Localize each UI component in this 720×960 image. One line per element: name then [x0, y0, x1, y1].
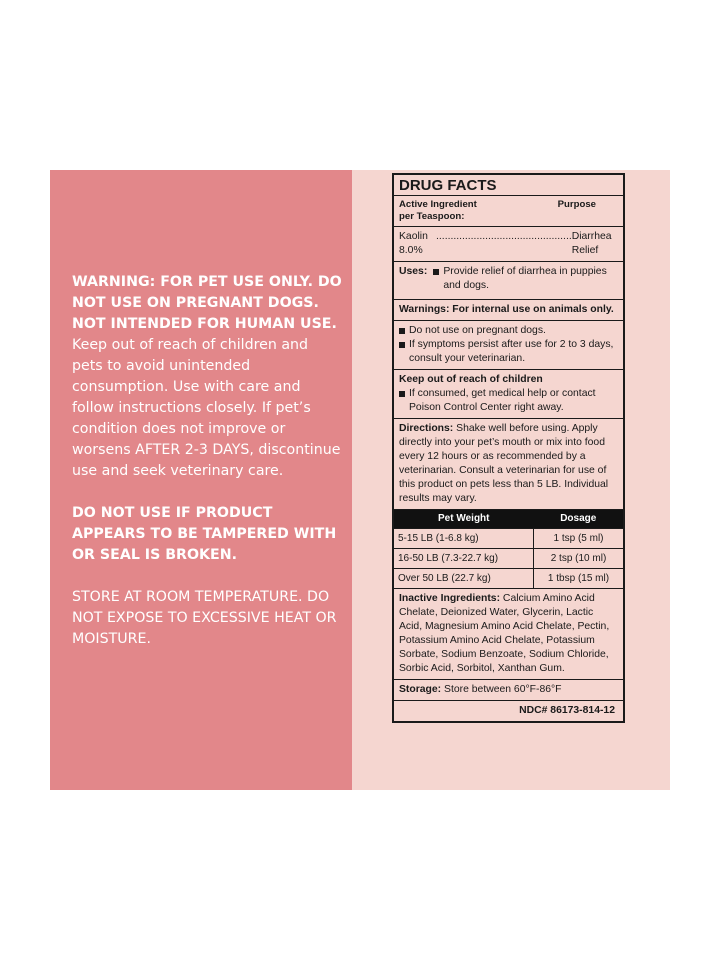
drug-facts-title: DRUG FACTS — [394, 175, 623, 196]
storage-section — [394, 680, 623, 701]
bullet-square-icon — [399, 391, 405, 397]
active-ingredient-section — [394, 196, 623, 227]
storage-label: Storage: — [399, 684, 442, 695]
store-paragraph: STORE AT ROOM TEMPERATURE. DO NOT EXPOSE TO EXCESSIVE HEAT OR MOISTURE. — [72, 589, 337, 647]
tamper-text: DO NOT USE IF PRODUCT APPEARS TO BE TAMPERED WITH OR SEAL IS BROKEN. — [72, 505, 337, 563]
kaolin-leader-dots: ............................................... — [436, 231, 572, 242]
weight-cell: 5-15 LB (1-6.8 kg) — [394, 529, 534, 549]
directions-label: Directions: — [399, 423, 454, 434]
inactive-ingredients-label: Inactive Ingredients: — [399, 593, 501, 604]
directions-text: Shake well before using. Apply directly into your pet’s mouth or mix into food every 12 hours or as recommended by a veterinarian. Consult a veterinarian for use of this product on pets less than 5 LB. Individual results may vary. — [399, 423, 609, 504]
bullet-square-icon — [399, 328, 405, 334]
bullet-square-icon — [399, 342, 405, 348]
directions-section — [394, 419, 623, 510]
warning-item — [399, 338, 618, 366]
table-row — [394, 549, 623, 569]
uses-section — [394, 262, 623, 300]
weight-cell: Over 50 LB (22.7 kg) — [394, 569, 534, 589]
dosage-header: Dosage — [534, 510, 624, 529]
warning-item-text: Do not use on pregnant dogs. — [409, 325, 546, 336]
warning-bold: WARNING: FOR PET USE ONLY. DO NOT USE ON PREGNANT DOGS. NOT INTENDED FOR HUMAN USE. — [72, 274, 342, 332]
warnings-line: Warnings: For internal use on animals only. — [394, 300, 623, 321]
warning-item-text: If symptoms persist after use for 2 to 3 days, consult your veterinarian. — [409, 339, 614, 364]
warnings-list — [394, 321, 623, 370]
dosage-cell: 1 tbsp (15 ml) — [534, 569, 624, 589]
dosage-cell: 2 tsp (10 ml) — [534, 549, 624, 569]
warning-item — [399, 324, 618, 338]
keep-out-heading: Keep out of reach of children — [399, 374, 543, 385]
kaolin-ingredient: Kaolin 8.0% — [399, 231, 428, 256]
table-row — [394, 529, 623, 549]
pet-weight-header: Pet Weight — [394, 510, 534, 529]
uses-label: Uses: — [399, 266, 428, 277]
ndc-number: NDC# 86173-814-12 — [519, 705, 615, 716]
storage-text: Store between 60°F-86°F — [441, 684, 562, 695]
keep-out-text: If consumed, get medical help or contact Poison Control Center right away. — [409, 388, 596, 413]
active-ingredient-label: Active Ingredient — [399, 199, 477, 210]
dosage-table-section — [394, 510, 623, 589]
kaolin-purpose: Diarrhea Relief — [571, 231, 612, 256]
warning-text-block — [72, 272, 342, 671]
active-ingredient-header — [399, 199, 618, 223]
dosage-table — [394, 510, 623, 588]
table-row — [394, 569, 623, 589]
drug-facts-label — [392, 173, 625, 723]
bullet-square-icon — [433, 269, 439, 275]
dosage-cell: 1 tsp (5 ml) — [534, 529, 624, 549]
weight-cell: 16-50 LB (7.3-22.7 kg) — [394, 549, 534, 569]
inactive-ingredients-section — [394, 589, 623, 680]
uses-text: Provide relief of diarrhea in puppies and dogs. — [443, 266, 607, 291]
uses-item — [433, 265, 618, 293]
keep-out-item — [399, 387, 618, 415]
active-ingredient-heading — [399, 199, 477, 223]
purpose-heading: Purpose — [557, 199, 596, 210]
inactive-ingredients-text: Calcium Amino Acid Chelate, Deionized Water, Glycerin, Lactic Acid, Magnesium Amino Acid Chelate, Pectin, Potassium Amino Acid Chelate, Potassium Sorbate, Sodium Benzoate, Sodium Chloride, Sorbic Acid, Sorbitol, Xanthan Gum. — [399, 593, 610, 674]
keep-out-section — [394, 370, 623, 419]
warning-paragraph — [72, 272, 342, 482]
per-teaspoon-label: per Teaspoon: — [399, 211, 465, 222]
kaolin-row — [394, 227, 623, 262]
tamper-paragraph — [72, 503, 342, 566]
dosage-table-header — [394, 510, 623, 529]
warning-rest: Keep out of reach of children and pets to avoid unintended consumption. Use with care and follow instructions closely. If pet’s condition does not improve or worsens AFTER 2-3 DAYS, discontinue use and seek veterinary care. — [72, 337, 341, 479]
